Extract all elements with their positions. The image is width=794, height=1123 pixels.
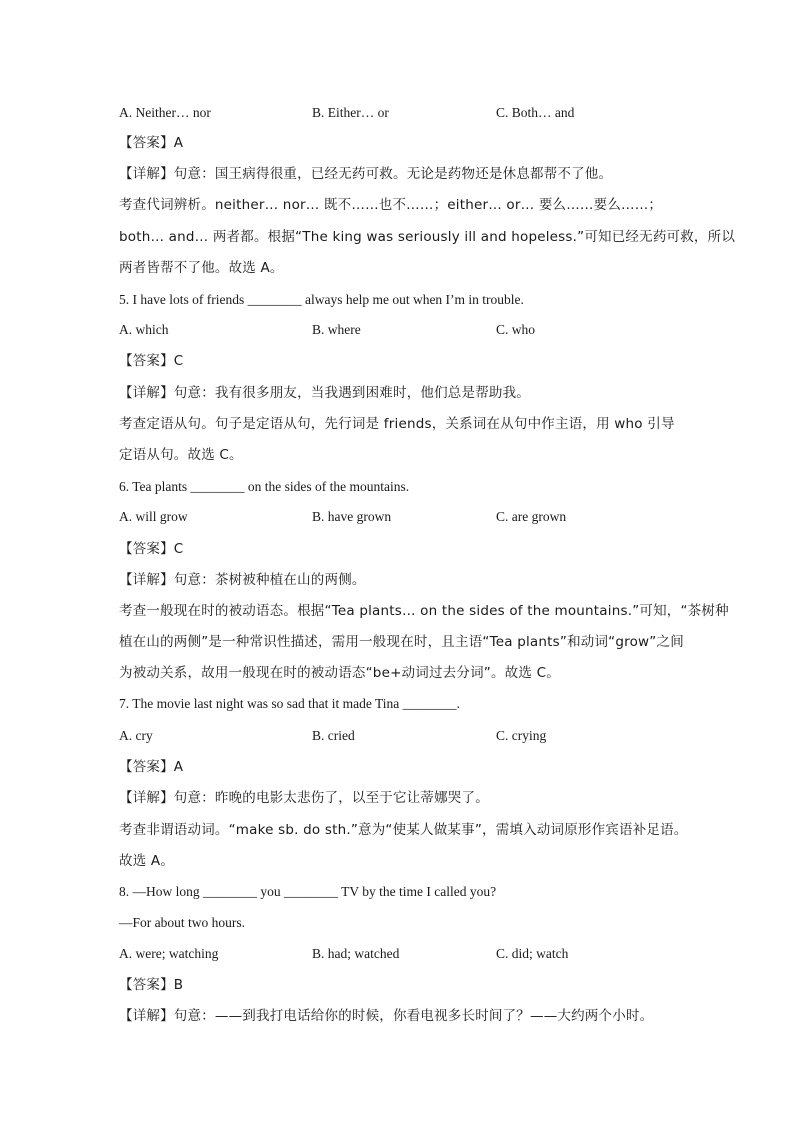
text-line: both… and… 两者都。根据“The king was seriously ill and hopeless.”可知已经无药可救，所以 (119, 229, 736, 245)
option-c: C. Both… and (496, 105, 575, 120)
text-line: —For about two hours. (119, 915, 245, 930)
text-line: 考查非谓语动词。“make sb. do sth.”意为“使某人做某事”，需填入动词原形作宾语补足语。 (119, 822, 688, 838)
answer-line: 【答案】A (119, 135, 184, 151)
option-b: B. cried (312, 728, 355, 743)
text-line: 故选 A。 (119, 853, 175, 869)
text-line: 考查代词辨析。neither… nor… 既不……也不……；either… or… 要么……要么……； (119, 197, 663, 213)
option-b: B. have grown (312, 509, 392, 524)
explanation-line: 【详解】句意：——到我打电话给你的时候，你看电视多长时间了？——大约两个小时。 (119, 1008, 654, 1024)
option-b: B. had; watched (312, 946, 400, 961)
text-line: 为被动关系，故用一般现在时的被动语态“be+动词过去分词”。故选 C。 (119, 665, 560, 681)
text-line: 定语从句。故选 C。 (119, 447, 243, 463)
text-line: 植在山的两侧”是一种常识性描述，需用一般现在时，且主语“Tea plants”和动词“grow”之间 (119, 634, 684, 650)
option-c: C. did; watch (496, 946, 569, 961)
answer-line: 【答案】B (119, 977, 184, 993)
option-c: C. are grown (496, 509, 567, 524)
text-line: 考查定语从句。句子是定语从句，先行词是 friends，关系词在从句中作主语，用 who 引导 (119, 416, 675, 432)
option-a: A. which (119, 322, 169, 337)
question-line: 8. —How long ________ you ________ TV by the time I called you? (119, 884, 497, 899)
option-b: B. where (312, 322, 361, 337)
option-c: C. who (496, 322, 536, 337)
option-a: A. will grow (119, 509, 188, 524)
answer-line: 【答案】A (119, 759, 184, 775)
option-c: C. crying (496, 728, 547, 743)
option-a: A. were; watching (119, 946, 219, 961)
question-line: 7. The movie last night was so sad that it made Tina ________. (119, 696, 460, 711)
question-line: 5. I have lots of friends ________ always help me out when I’m in trouble. (119, 292, 524, 307)
explanation-line: 【详解】句意：茶树被种植在山的两侧。 (119, 572, 366, 588)
explanation-line: 【详解】句意：国王病得很重，已经无药可救。无论是药物还是休息都帮不了他。 (119, 166, 613, 182)
answer-line: 【答案】C (119, 541, 184, 557)
text-line: 考查一般现在时的被动语态。根据“Tea plants… on the sides of the mountains.”可知，“茶树种 (119, 603, 729, 619)
answer-line: 【答案】C (119, 353, 184, 369)
question-line: 6. Tea plants ________ on the sides of the mountains. (119, 479, 410, 494)
explanation-line: 【详解】句意：我有很多朋友，当我遇到困难时，他们总是帮助我。 (119, 385, 530, 401)
option-a: A. Neither… nor (119, 105, 211, 120)
option-a: A. cry (119, 728, 153, 743)
explanation-line: 【详解】句意：昨晚的电影太悲伤了，以至于它让蒂娜哭了。 (119, 790, 489, 806)
option-b: B. Either… or (312, 105, 389, 120)
text-line: 两者皆帮不了他。故选 A。 (119, 260, 284, 276)
